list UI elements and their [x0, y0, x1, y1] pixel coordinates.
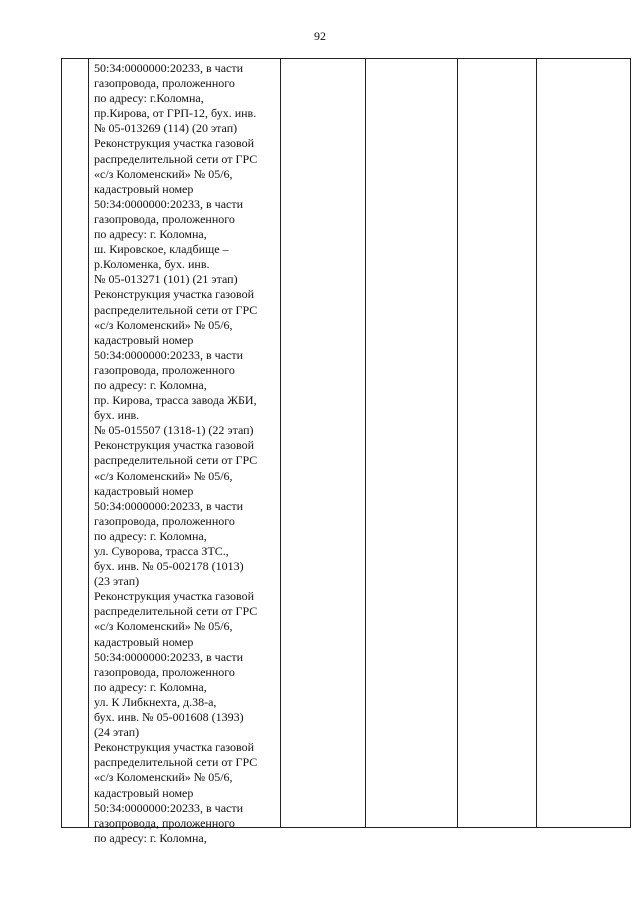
text-line: ул. К Либкнехта, д.38-а, [94, 694, 217, 709]
text-line: № 05-015507 (1318-1) (22 этап) [94, 423, 254, 438]
text-line: 50:34:0000000:20233, в части [94, 498, 244, 513]
text-line: газопровода, проложенного [94, 664, 235, 679]
text-line: 50:34:0000000:20233, в части [94, 61, 244, 75]
text-line: «с/з Коломенский» № 05/6, [94, 166, 233, 181]
text-line: бух. инв. № 05-001608 (1393) [94, 710, 244, 725]
text-line: пр.Кирова, от ГРП-12, бух. инв. [94, 106, 257, 121]
object-description-cell [94, 61, 284, 846]
text-line: кадастровый номер [94, 634, 194, 649]
text-line: Реконструкция участка газовой [94, 589, 255, 604]
text-line: № 05-013269 (114) (20 этап) [94, 121, 238, 136]
text-line: газопровода, проложенного [94, 815, 235, 830]
text-line: «с/з Коломенский» № 05/6, [94, 468, 233, 483]
text-line: «с/з Коломенский» № 05/6, [94, 619, 233, 634]
text-line: № 05-013271 (101) (21 этап) [94, 272, 238, 287]
page-number: 92 [314, 29, 326, 43]
text-line: распределительной сети от ГРС [94, 453, 258, 468]
text-line: кадастровый номер [94, 181, 194, 196]
text-line: распределительной сети от ГРС [94, 302, 258, 317]
text-line: по адресу: г.Коломна, [94, 91, 204, 106]
text-line: бух. инв. [94, 408, 140, 423]
document-table [61, 58, 631, 845]
text-line: 50:34:0000000:20233, в части [94, 800, 244, 815]
text-line: распределительной сети от ГРС [94, 755, 258, 770]
text-line: (24 этап) [94, 725, 140, 740]
text-line: 50:34:0000000:20233, в части [94, 347, 244, 362]
text-line: по адресу: г. Коломна, [94, 679, 207, 694]
text-line: (23 этап) [94, 574, 140, 589]
column-divider [88, 59, 89, 827]
text-line: по адресу: г. Коломна, [94, 377, 207, 392]
text-line: распределительной сети от ГРС [94, 151, 258, 166]
column-divider [457, 59, 458, 827]
text-line: Реконструкция участка газовой [94, 438, 255, 453]
text-line: ш. Кировское, кладбище – [94, 242, 229, 257]
text-line: газопровода, проложенного [94, 211, 235, 226]
text-line: 50:34:0000000:20233, в части [94, 649, 244, 664]
column-divider [365, 59, 366, 827]
text-line: р.Коломенка, бух. инв. [94, 257, 210, 272]
text-line: бух. инв. № 05-002178 (1013) [94, 559, 244, 574]
text-line: Реконструкция участка газовой [94, 740, 255, 755]
text-line: кадастровый номер [94, 785, 194, 800]
text-line: кадастровый номер [94, 483, 194, 498]
text-line: Реконструкция участка газовой [94, 136, 255, 151]
text-line: по адресу: г. Коломна, [94, 227, 207, 242]
text-line: газопровода, проложенного [94, 513, 235, 528]
text-line: газопровода, проложенного [94, 362, 235, 377]
text-line: Реконструкция участка газовой [94, 287, 255, 302]
text-line: по адресу: г. Коломна, [94, 830, 207, 845]
text-line: ул. Суворова, трасса ЗТС., [94, 544, 229, 558]
text-line: «с/з Коломенский» № 05/6, [94, 317, 233, 332]
text-line: «с/з Коломенский» № 05/6, [94, 770, 233, 785]
text-line: кадастровый номер [94, 332, 194, 347]
text-line: газопровода, проложенного [94, 76, 235, 91]
text-line: по адресу: г. Коломна, [94, 528, 207, 543]
text-line: распределительной сети от ГРС [94, 604, 258, 619]
text-line: 50:34:0000000:20233, в части [94, 196, 244, 211]
text-line: пр. Кирова, трасса завода ЖБИ, [94, 393, 257, 408]
column-divider [536, 59, 537, 827]
